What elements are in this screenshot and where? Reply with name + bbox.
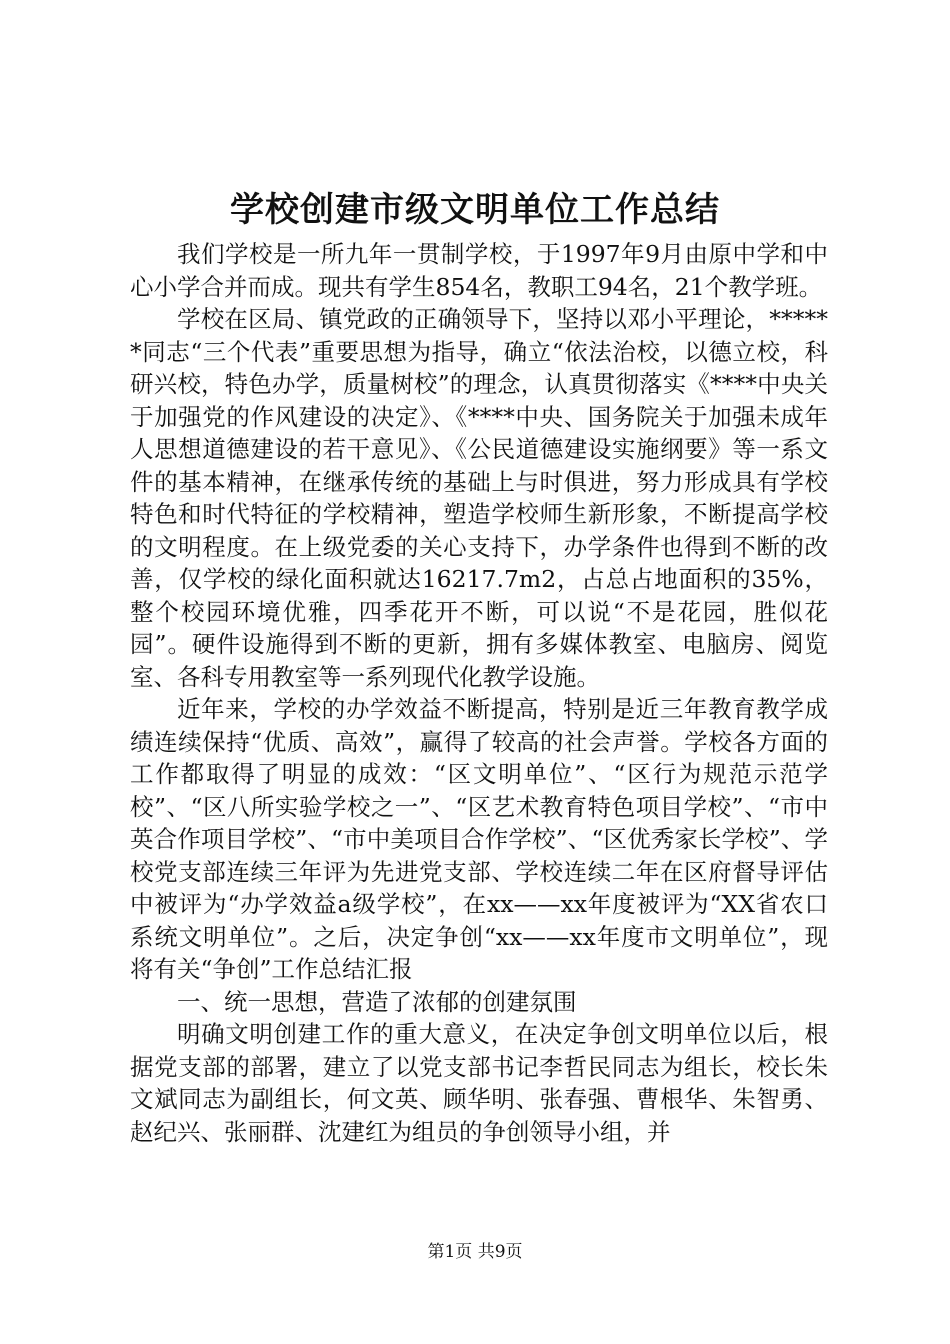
paragraph-leadership: 学校在区局、镇党政的正确领导下，坚持以邓小平理论，******同志“三个代表”重要思想为指导，确立“依法治校，以德立校，科研兴校，特色办学，质量树校”的理念，认真贯彻落实《****中央关于加强党的作风建设的决定》、《****中央、国务院关于加强未成年人思想道德建设的若干意见》、《公民道德建设实施纲要》等一系文件的基本精神，在继承传统的基础上与时俱进，努力形成具有学校特色和时代特征的学校精神，塑造学校师生新形象，不断提高学校的文明程度。在上级党委的关心支持下，办学条件也得到不断的改善，仅学校的绿化面积就达16217.7m2，占总占地面积的35%，整个校园环境优雅，四季花开不断，可以说“不是花园，胜似花园”。硬件设施得到不断的更新，拥有多媒体教室、电脑房、阅览室、各科专用教室等一系列现代化教学设施。 <box>130 305 828 691</box>
paragraph-achievements: 近年来，学校的办学效益不断提高，特别是近三年教育教学成绩连续保持“优质、高效”，赢得了较高的社会声誉。学校各方面的工作都取得了明显的成效：“区文明单位”、“区行为规范示范学校”、“区八所实验学校之一”、“区艺术教育特色项目学校”、“市中英合作项目学校”、“市中美项目合作学校”、“区优秀家长学校”、学校党支部连续三年评为先进党支部、学校连续二年在区府督导评估中被评为“办学效益a级学校”，在xx——xx年度被评为“XX省农口系统文明单位”。之后，决定争创“xx——xx年度市文明单位”，现将有关“争创”工作总结汇报 <box>130 695 828 983</box>
paragraph-intro: 我们学校是一所九年一贯制学校，于1997年9月由原中学和中心小学合并而成。现共有学生854名，教职工94名，21个教学班。 <box>130 240 828 301</box>
section-heading-1: 一、统一思想，营造了浓郁的创建氛围 <box>177 987 577 1016</box>
document-body <box>130 238 828 1148</box>
paragraph-organization: 明确文明创建工作的重大意义，在决定争创文明单位以后，根据党支部的部署，建立了以党支部书记李哲民同志为组长，校长朱文斌同志为副组长，何文英、顾华明、张春强、曹根华、朱智勇、赵纪兴、张丽群、沈建红为组员的争创领导小组，并 <box>130 1020 828 1146</box>
document-title: 学校创建市级文明单位工作总结 <box>230 190 720 230</box>
page-number-footer: 第1页 共9页 <box>427 1242 523 1262</box>
